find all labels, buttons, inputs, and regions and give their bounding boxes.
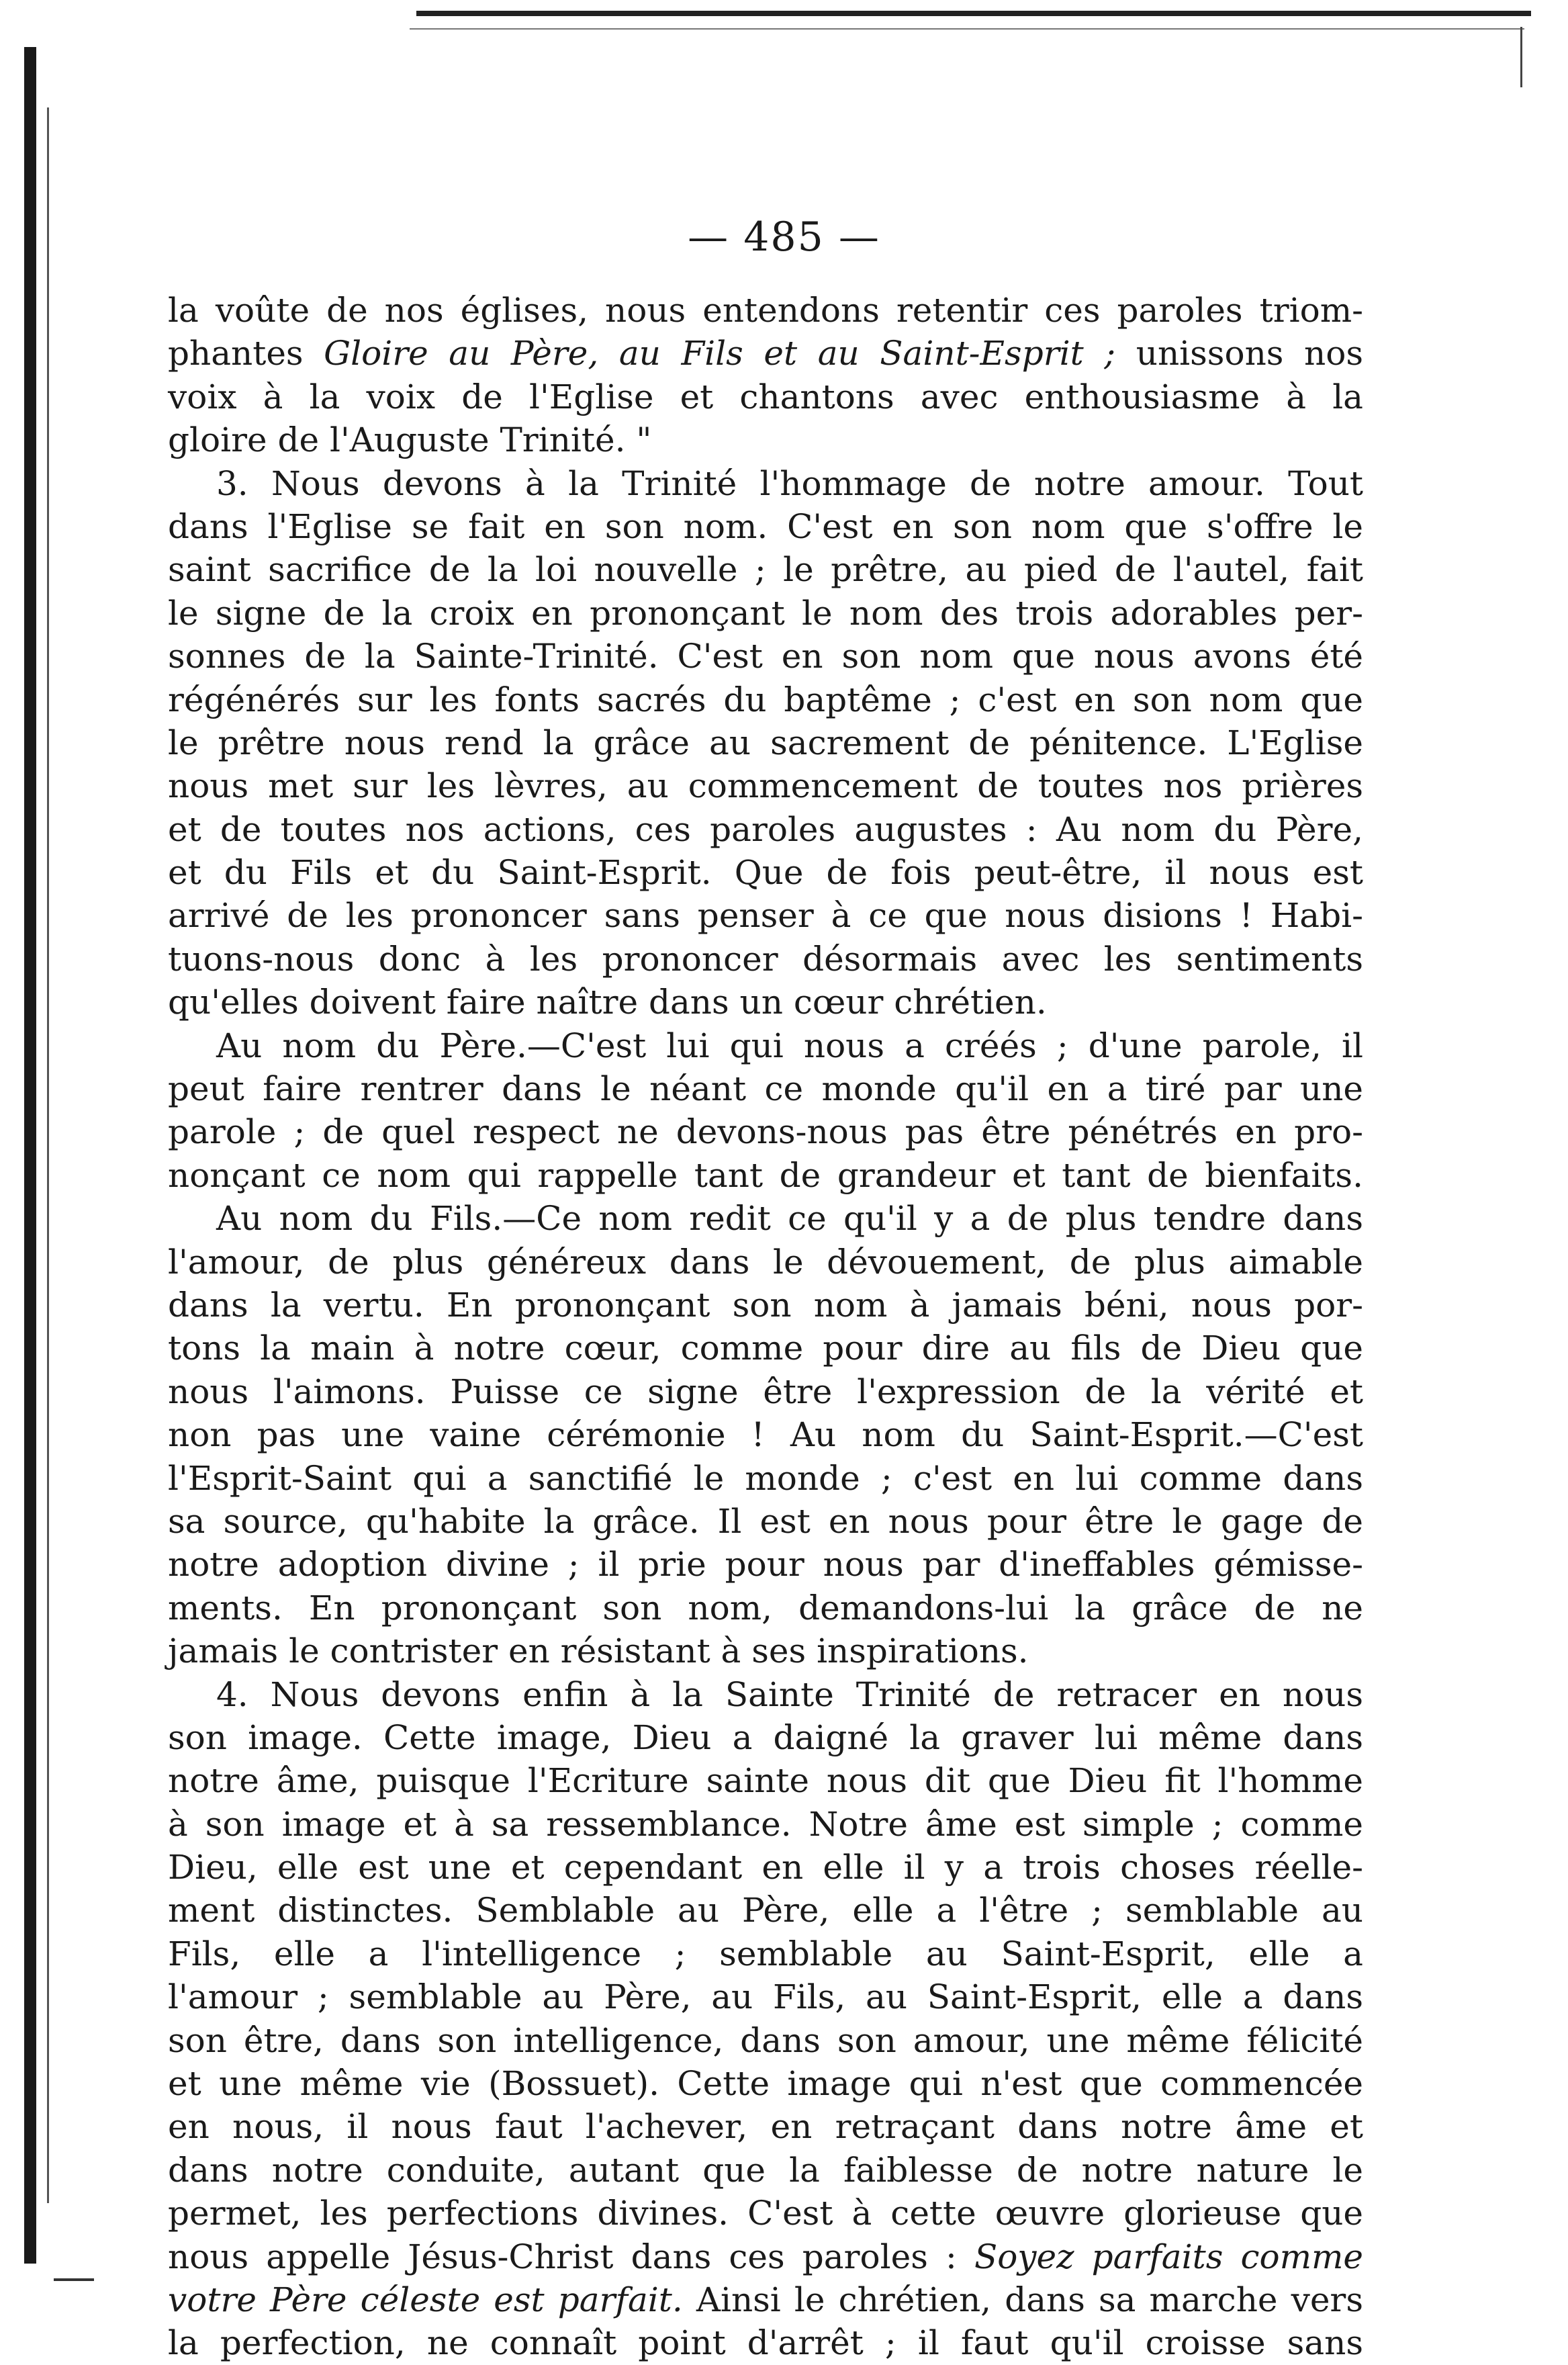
text-segment: l'amour ; semblable au Père, au Fils, au Saint-Esprit, elle a dans bbox=[168, 1977, 1363, 2017]
text-segment: et de toutes nos actions, ces paroles augustes : Au nom du Père, bbox=[168, 809, 1363, 849]
text-segment: à son image et à sa ressemblance. Notre âme est simple ; comme bbox=[168, 1804, 1363, 1844]
text-segment: ments. En prononçant son nom, demandons-lui la grâce de ne bbox=[168, 1588, 1363, 1627]
text-segment: tuons-nous donc à les prononcer désormais avec les sentiments bbox=[168, 939, 1363, 979]
text-segment: notre âme, puisque l'Ecriture sainte nous dit que Dieu fit l'homme bbox=[168, 1761, 1363, 1801]
text-line bbox=[168, 678, 1363, 721]
text-line bbox=[168, 1587, 1363, 1630]
text-line bbox=[168, 981, 1363, 1024]
text-segment: nous met sur les lèvres, au commencement de toutes nos prières bbox=[168, 766, 1363, 806]
text-segment: dans notre conduite, autant que la faiblesse de notre nature le bbox=[168, 2150, 1363, 2190]
scan-top-thin-rule bbox=[410, 28, 1524, 30]
text-line bbox=[168, 1370, 1363, 1413]
text-segment: phantes bbox=[168, 334, 324, 373]
text-segment: arrivé de les prononcer sans penser à ce que nous disions ! Habi- bbox=[168, 896, 1363, 936]
text-line bbox=[168, 938, 1363, 981]
text-segment: voix à la voix de l'Eglise et chantons avec enthousiasme à la bbox=[168, 377, 1363, 416]
text-line bbox=[168, 1457, 1363, 1500]
text-line bbox=[168, 2019, 1363, 2062]
text-line bbox=[168, 1024, 1363, 1067]
text-segment: Fils, elle a l'intelligence ; semblable au Saint-Esprit, elle a bbox=[168, 1934, 1363, 1973]
text-segment: parole ; de quel respect ne devons-nous pas être pénétrés en pro- bbox=[168, 1112, 1363, 1152]
text-line bbox=[168, 332, 1363, 375]
text-line bbox=[168, 1110, 1363, 1153]
text-segment: nous l'aimons. Puisse ce signe être l'expression de la vérité et bbox=[168, 1372, 1363, 1411]
text-line bbox=[168, 505, 1363, 548]
text-line bbox=[168, 1413, 1363, 1456]
text-line bbox=[168, 1197, 1363, 1240]
italic-text: votre Père céleste est parfait. bbox=[168, 2280, 683, 2319]
text-line bbox=[168, 2062, 1363, 2105]
text-line bbox=[168, 1154, 1363, 1197]
text-segment: qu'elles doivent faire naître dans un cœur chrétien. bbox=[168, 983, 1047, 1022]
text-line bbox=[168, 1500, 1363, 1543]
text-line bbox=[168, 375, 1363, 418]
text-segment: saint sacrifice de la loi nouvelle ; le prêtre, au pied de l'autel, fait bbox=[168, 550, 1363, 590]
text-segment: son être, dans son intelligence, dans son amour, une même félicité bbox=[168, 2020, 1363, 2060]
scan-spine-line bbox=[47, 107, 49, 2203]
text-line bbox=[168, 1846, 1363, 1889]
text-segment: Dieu, elle est une et cependant en elle il y a trois choses réelle- bbox=[168, 1848, 1363, 1887]
text-line bbox=[168, 1803, 1363, 1846]
text-segment: son image. Cette image, Dieu a daigné la graver lui même dans bbox=[168, 1717, 1363, 1757]
text-line bbox=[168, 592, 1363, 635]
scan-foot-mark bbox=[54, 2278, 94, 2281]
page-number: — 485 — bbox=[688, 214, 880, 261]
text-segment: permet, les perfections divines. C'est à cette œuvre glorieuse que bbox=[168, 2194, 1363, 2233]
scan-edge-mark bbox=[1520, 27, 1522, 87]
text-segment: dans l'Eglise se fait en son nom. C'est en son nom que s'offre le bbox=[168, 506, 1363, 546]
body-text bbox=[168, 289, 1363, 2365]
text-segment: le signe de la croix en prononçant le nom des trois adorables per- bbox=[168, 593, 1363, 633]
text-segment: l'Esprit-Saint qui a sanctifié le monde ; c'est en lui comme dans bbox=[168, 1458, 1363, 1498]
text-line bbox=[168, 418, 1363, 461]
text-segment: Au nom du Fils.—Ce nom redit ce qu'il y a de plus tendre dans bbox=[216, 1199, 1363, 1239]
text-line bbox=[168, 635, 1363, 678]
text-segment: Au nom du Père.—C'est lui qui nous a créés ; d'une parole, il bbox=[216, 1026, 1363, 1065]
text-segment: le prêtre nous rend la grâce au sacrement de pénitence. L'Eglise bbox=[168, 723, 1363, 762]
text-line bbox=[168, 808, 1363, 851]
text-segment: et une même vie (Bossuet). Cette image qui n'est que commencée bbox=[168, 2064, 1363, 2104]
text-line bbox=[168, 851, 1363, 894]
text-line bbox=[168, 1630, 1363, 1672]
text-segment: et du Fils et du Saint-Esprit. Que de fois peut-être, il nous est bbox=[168, 853, 1363, 893]
text-segment: nonçant ce nom qui rappelle tant de grandeur et tant de bienfaits. bbox=[168, 1155, 1363, 1195]
scan-top-rule bbox=[416, 11, 1531, 16]
text-line bbox=[168, 1889, 1363, 1932]
text-line bbox=[168, 2105, 1363, 2148]
text-segment: 3. Nous devons à la Trinité l'hommage de notre amour. Tout bbox=[216, 463, 1363, 503]
text-segment: unissons nos bbox=[1115, 334, 1363, 373]
text-segment: peut faire rentrer dans le néant ce monde qu'il en a tiré par une bbox=[168, 1069, 1363, 1109]
text-line bbox=[168, 2278, 1363, 2321]
text-segment: notre adoption divine ; il prie pour nous par d'ineffables gémisse- bbox=[168, 1545, 1363, 1585]
text-line bbox=[168, 1932, 1363, 1975]
text-line bbox=[168, 894, 1363, 937]
text-segment: sa source, qu'habite la grâce. Il est en nous pour être le gage de bbox=[168, 1501, 1363, 1541]
text-segment: en nous, il nous faut l'achever, en retraçant dans notre âme et bbox=[168, 2107, 1363, 2147]
text-line bbox=[168, 1327, 1363, 1370]
text-line bbox=[168, 548, 1363, 591]
text-segment: jamais le contrister en résistant à ses inspirations. bbox=[168, 1632, 1029, 1671]
text-line bbox=[168, 1975, 1363, 2018]
text-line bbox=[168, 462, 1363, 505]
text-line bbox=[168, 1067, 1363, 1110]
text-segment: régénérés sur les fonts sacrés du baptême ; c'est en son nom que bbox=[168, 680, 1363, 719]
text-line bbox=[168, 1716, 1363, 1759]
text-segment: sonnes de la Sainte-Trinité. C'est en son nom que nous avons été bbox=[168, 637, 1363, 676]
text-line bbox=[168, 764, 1363, 807]
text-segment: 4. Nous devons enfin à la Sainte Trinité de retracer en nous bbox=[216, 1675, 1363, 1714]
text-segment: ment distinctes. Semblable au Père, elle a l'être ; semblable au bbox=[168, 1891, 1363, 1930]
text-line bbox=[168, 1543, 1363, 1586]
text-line bbox=[168, 2149, 1363, 2192]
text-line bbox=[168, 1284, 1363, 1327]
text-segment: non pas une vaine cérémonie ! Au nom du Saint-Esprit.—C'est bbox=[168, 1415, 1363, 1455]
text-line bbox=[168, 1241, 1363, 1284]
text-segment: Ainsi le chrétien, dans sa marche vers bbox=[682, 2280, 1363, 2319]
text-segment: la voûte de nos églises, nous entendons retentir ces paroles triom- bbox=[168, 291, 1363, 330]
text-segment: dans la vertu. En prononçant son nom à jamais béni, nous por- bbox=[168, 1285, 1363, 1325]
text-line bbox=[168, 2321, 1363, 2364]
text-segment: l'amour, de plus généreux dans le dévouement, de plus aimable bbox=[168, 1242, 1363, 1282]
text-line bbox=[168, 289, 1363, 332]
italic-text: Soyez parfaits comme bbox=[974, 2237, 1363, 2276]
text-line bbox=[168, 1673, 1363, 1716]
text-segment: gloire de l'Auguste Trinité. " bbox=[168, 420, 652, 460]
text-segment: nous appelle Jésus-Christ dans ces paroles : bbox=[168, 2237, 974, 2276]
text-line bbox=[168, 1759, 1363, 1802]
italic-text: Gloire au Père, au Fils et au Saint-Esprit ; bbox=[324, 334, 1116, 373]
text-line bbox=[168, 2192, 1363, 2235]
text-line bbox=[168, 721, 1363, 764]
text-line bbox=[168, 2235, 1363, 2278]
scan-spine-shadow bbox=[24, 47, 36, 2264]
text-segment: tons la main à notre cœur, comme pour dire au fils de Dieu que bbox=[168, 1329, 1363, 1368]
text-segment: la perfection, ne connaît point d'arrêt ; il faut qu'il croisse sans bbox=[168, 2323, 1363, 2363]
